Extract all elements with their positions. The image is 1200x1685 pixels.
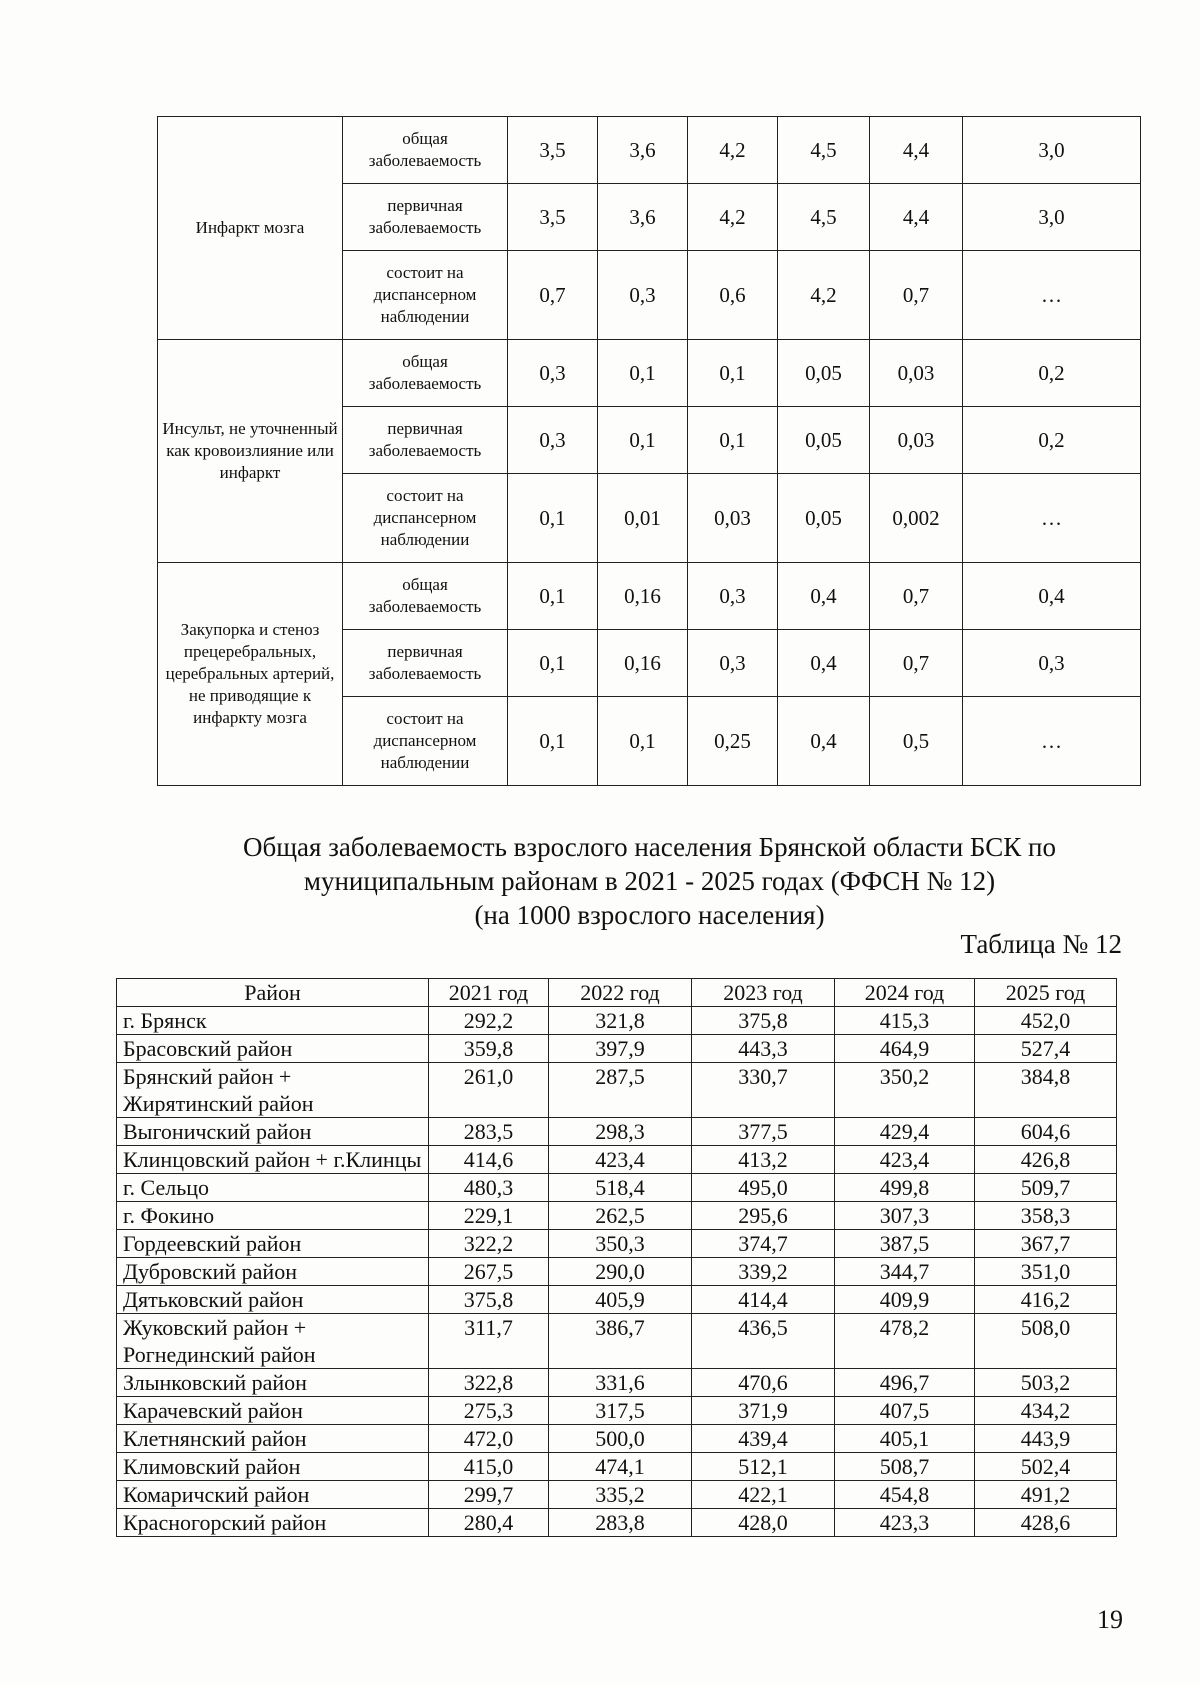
value-cell: 527,4 <box>975 1035 1117 1063</box>
title-line-3: (на 1000 взрослого населения) <box>474 900 825 930</box>
value-cell: 3,0 <box>963 117 1141 184</box>
value-cell: 375,8 <box>692 1007 835 1035</box>
table1-row <box>158 340 1141 407</box>
value-cell: … <box>963 474 1141 563</box>
district-name-cell: Злынковский район <box>117 1369 429 1397</box>
value-cell: 377,5 <box>692 1118 835 1146</box>
value-cell: 262,5 <box>549 1202 692 1230</box>
value-cell: 0,1 <box>598 407 688 474</box>
value-cell: 0,1 <box>688 407 778 474</box>
value-cell: 311,7 <box>429 1314 549 1369</box>
value-cell: 367,7 <box>975 1230 1117 1258</box>
value-cell: 443,9 <box>975 1425 1117 1453</box>
district-morbidity-table <box>116 978 1117 1537</box>
value-cell: 283,8 <box>549 1509 692 1537</box>
value-cell: 292,2 <box>429 1007 549 1035</box>
value-cell: 350,2 <box>835 1063 975 1118</box>
indicator-type-cell: состоит на диспансерном наблюдении <box>343 251 508 340</box>
value-cell: 321,8 <box>549 1007 692 1035</box>
value-cell: 351,0 <box>975 1258 1117 1286</box>
value-cell: 452,0 <box>975 1007 1117 1035</box>
stroke-statistics-table <box>157 116 1141 786</box>
value-cell: 0,1 <box>508 563 598 630</box>
value-cell: 0,3 <box>688 630 778 697</box>
value-cell: 407,5 <box>835 1397 975 1425</box>
value-cell: 386,7 <box>549 1314 692 1369</box>
indicator-type-cell: первичная заболеваемость <box>343 407 508 474</box>
district-name-cell: Клетнянский район <box>117 1425 429 1453</box>
district-name-cell: г. Фокино <box>117 1202 429 1230</box>
value-cell: 470,6 <box>692 1369 835 1397</box>
value-cell: 454,8 <box>835 1481 975 1509</box>
table-row <box>117 1314 1117 1369</box>
value-cell: 0,7 <box>870 630 963 697</box>
value-cell: 499,8 <box>835 1174 975 1202</box>
value-cell: 0,01 <box>598 474 688 563</box>
table1-row <box>158 117 1141 184</box>
table-number: Таблица № 12 <box>960 929 1122 959</box>
value-cell: 405,9 <box>549 1286 692 1314</box>
value-cell: 423,3 <box>835 1509 975 1537</box>
value-cell: 0,3 <box>963 630 1141 697</box>
value-cell: 443,3 <box>692 1035 835 1063</box>
value-cell: 4,5 <box>778 184 870 251</box>
value-cell: 0,3 <box>508 340 598 407</box>
condition-cell: Инфаркт мозга <box>158 117 343 340</box>
district-name-cell: г. Брянск <box>117 1007 429 1035</box>
value-cell: 426,8 <box>975 1146 1117 1174</box>
district-name-cell: г. Сельцо <box>117 1174 429 1202</box>
district-name-cell: Дятьковский район <box>117 1286 429 1314</box>
value-cell: 429,4 <box>835 1118 975 1146</box>
value-cell: 0,2 <box>963 340 1141 407</box>
value-cell: 317,5 <box>549 1397 692 1425</box>
value-cell: 0,1 <box>508 630 598 697</box>
value-cell: 491,2 <box>975 1481 1117 1509</box>
district-name-cell: Жуковский район + Рогнединский район <box>117 1314 429 1369</box>
value-cell: 409,9 <box>835 1286 975 1314</box>
district-name-cell: Брасовский район <box>117 1035 429 1063</box>
value-cell: 496,7 <box>835 1369 975 1397</box>
value-cell: 290,0 <box>549 1258 692 1286</box>
value-cell: 335,2 <box>549 1481 692 1509</box>
value-cell: 331,6 <box>549 1369 692 1397</box>
value-cell: 0,7 <box>870 251 963 340</box>
value-cell: 464,9 <box>835 1035 975 1063</box>
value-cell: 503,2 <box>975 1369 1117 1397</box>
indicator-type-cell: первичная заболеваемость <box>343 184 508 251</box>
indicator-type-cell: общая заболеваемость <box>343 340 508 407</box>
condition-cell: Закупорка и стеноз прецеребральных, церебральных артерий, не приводящие к инфаркту мозга <box>158 563 343 786</box>
value-cell: 0,1 <box>688 340 778 407</box>
value-cell: 0,4 <box>778 630 870 697</box>
value-cell: 350,3 <box>549 1230 692 1258</box>
value-cell: 428,0 <box>692 1509 835 1537</box>
value-cell: 436,5 <box>692 1314 835 1369</box>
value-cell: 0,002 <box>870 474 963 563</box>
value-cell: 0,6 <box>688 251 778 340</box>
district-name-cell: Комаричский район <box>117 1481 429 1509</box>
value-cell: 0,05 <box>778 474 870 563</box>
value-cell: 415,3 <box>835 1007 975 1035</box>
value-cell: 3,5 <box>508 184 598 251</box>
value-cell: 0,7 <box>508 251 598 340</box>
value-cell: 3,5 <box>508 117 598 184</box>
value-cell: 287,5 <box>549 1063 692 1118</box>
district-name-cell: Дубровский район <box>117 1258 429 1286</box>
value-cell: 0,2 <box>963 407 1141 474</box>
value-cell: 0,03 <box>870 407 963 474</box>
value-cell: 4,2 <box>778 251 870 340</box>
value-cell: 229,1 <box>429 1202 549 1230</box>
value-cell: 0,05 <box>778 340 870 407</box>
value-cell: 502,4 <box>975 1453 1117 1481</box>
value-cell: 416,2 <box>975 1286 1117 1314</box>
table-row <box>117 1007 1117 1035</box>
indicator-type-cell: общая заболеваемость <box>343 117 508 184</box>
column-header: 2025 год <box>975 979 1117 1007</box>
column-header: 2023 год <box>692 979 835 1007</box>
value-cell: … <box>963 251 1141 340</box>
value-cell: 4,5 <box>778 117 870 184</box>
value-cell: 0,3 <box>508 407 598 474</box>
value-cell: 359,8 <box>429 1035 549 1063</box>
table-row <box>117 1035 1117 1063</box>
title-line-1: Общая заболеваемость взрослого населения Брянской области БСК по <box>243 832 1056 862</box>
value-cell: 0,5 <box>870 697 963 786</box>
value-cell: 422,1 <box>692 1481 835 1509</box>
value-cell: 518,4 <box>549 1174 692 1202</box>
district-name-cell: Климовский район <box>117 1453 429 1481</box>
value-cell: 0,4 <box>778 563 870 630</box>
table-row <box>117 1286 1117 1314</box>
value-cell: 275,3 <box>429 1397 549 1425</box>
table-row <box>117 1481 1117 1509</box>
value-cell: 4,4 <box>870 117 963 184</box>
indicator-type-cell: общая заболеваемость <box>343 563 508 630</box>
value-cell: 3,6 <box>598 184 688 251</box>
table-row <box>117 1063 1117 1118</box>
value-cell: 0,03 <box>688 474 778 563</box>
column-header: 2021 год <box>429 979 549 1007</box>
value-cell: 280,4 <box>429 1509 549 1537</box>
value-cell: 495,0 <box>692 1174 835 1202</box>
column-header: Район <box>117 979 429 1007</box>
value-cell: 0,16 <box>598 563 688 630</box>
value-cell: 0,1 <box>508 697 598 786</box>
value-cell: 0,1 <box>508 474 598 563</box>
value-cell: 423,4 <box>835 1146 975 1174</box>
district-name-cell: Клинцовский район + г.Клинцы <box>117 1146 429 1174</box>
value-cell: 374,7 <box>692 1230 835 1258</box>
value-cell: 307,3 <box>835 1202 975 1230</box>
column-header: 2024 год <box>835 979 975 1007</box>
value-cell: 0,05 <box>778 407 870 474</box>
value-cell: 478,2 <box>835 1314 975 1369</box>
value-cell: 0,4 <box>963 563 1141 630</box>
value-cell: 423,4 <box>549 1146 692 1174</box>
indicator-type-cell: первичная заболеваемость <box>343 630 508 697</box>
table-row <box>117 1230 1117 1258</box>
value-cell: 387,5 <box>835 1230 975 1258</box>
value-cell: 508,7 <box>835 1453 975 1481</box>
table-row <box>117 1369 1117 1397</box>
value-cell: 330,7 <box>692 1063 835 1118</box>
value-cell: 322,2 <box>429 1230 549 1258</box>
value-cell: 3,0 <box>963 184 1141 251</box>
value-cell: 413,2 <box>692 1146 835 1174</box>
table-title <box>157 830 1142 932</box>
table-header-row <box>117 979 1117 1007</box>
value-cell: 428,6 <box>975 1509 1117 1537</box>
district-name-cell: Карачевский район <box>117 1397 429 1425</box>
table-row <box>117 1397 1117 1425</box>
value-cell: 0,3 <box>598 251 688 340</box>
value-cell: 295,6 <box>692 1202 835 1230</box>
value-cell: 604,6 <box>975 1118 1117 1146</box>
value-cell: 414,4 <box>692 1286 835 1314</box>
value-cell: 509,7 <box>975 1174 1117 1202</box>
table1-row <box>158 563 1141 630</box>
value-cell: 405,1 <box>835 1425 975 1453</box>
value-cell: 4,4 <box>870 184 963 251</box>
value-cell: 0,1 <box>598 697 688 786</box>
value-cell: 344,7 <box>835 1258 975 1286</box>
value-cell: 434,2 <box>975 1397 1117 1425</box>
value-cell: 371,9 <box>692 1397 835 1425</box>
table-row <box>117 1425 1117 1453</box>
value-cell: 0,03 <box>870 340 963 407</box>
value-cell: 299,7 <box>429 1481 549 1509</box>
value-cell: 512,1 <box>692 1453 835 1481</box>
district-name-cell: Брянский район + Жирятинский район <box>117 1063 429 1118</box>
value-cell: 0,7 <box>870 563 963 630</box>
district-name-cell: Красногорский район <box>117 1509 429 1537</box>
value-cell: 261,0 <box>429 1063 549 1118</box>
indicator-type-cell: состоит на диспансерном наблюдении <box>343 474 508 563</box>
table-row <box>117 1202 1117 1230</box>
value-cell: 0,1 <box>598 340 688 407</box>
value-cell: … <box>963 697 1141 786</box>
value-cell: 500,0 <box>549 1425 692 1453</box>
value-cell: 439,4 <box>692 1425 835 1453</box>
title-line-2: муниципальным районам в 2021 - 2025 годах (ФФСН № 12) <box>303 866 996 896</box>
value-cell: 322,8 <box>429 1369 549 1397</box>
value-cell: 415,0 <box>429 1453 549 1481</box>
table-row <box>117 1258 1117 1286</box>
table-row <box>117 1174 1117 1202</box>
value-cell: 397,9 <box>549 1035 692 1063</box>
table-row <box>117 1146 1117 1174</box>
value-cell: 0,4 <box>778 697 870 786</box>
value-cell: 358,3 <box>975 1202 1117 1230</box>
value-cell: 472,0 <box>429 1425 549 1453</box>
value-cell: 414,6 <box>429 1146 549 1174</box>
value-cell: 375,8 <box>429 1286 549 1314</box>
condition-cell: Инсульт, не уточненный как кровоизлияние или инфаркт <box>158 340 343 563</box>
table-row <box>117 1118 1117 1146</box>
value-cell: 3,6 <box>598 117 688 184</box>
value-cell: 4,2 <box>688 184 778 251</box>
value-cell: 267,5 <box>429 1258 549 1286</box>
table-row <box>117 1453 1117 1481</box>
table-row <box>117 1509 1117 1537</box>
value-cell: 4,2 <box>688 117 778 184</box>
value-cell: 0,3 <box>688 563 778 630</box>
value-cell: 384,8 <box>975 1063 1117 1118</box>
value-cell: 339,2 <box>692 1258 835 1286</box>
value-cell: 508,0 <box>975 1314 1117 1369</box>
indicator-type-cell: состоит на диспансерном наблюдении <box>343 697 508 786</box>
value-cell: 0,25 <box>688 697 778 786</box>
value-cell: 480,3 <box>429 1174 549 1202</box>
column-header: 2022 год <box>549 979 692 1007</box>
value-cell: 0,16 <box>598 630 688 697</box>
value-cell: 298,3 <box>549 1118 692 1146</box>
value-cell: 474,1 <box>549 1453 692 1481</box>
value-cell: 283,5 <box>429 1118 549 1146</box>
district-name-cell: Выгоничский район <box>117 1118 429 1146</box>
page-number: 19 <box>1097 1605 1123 1634</box>
district-name-cell: Гордеевский район <box>117 1230 429 1258</box>
